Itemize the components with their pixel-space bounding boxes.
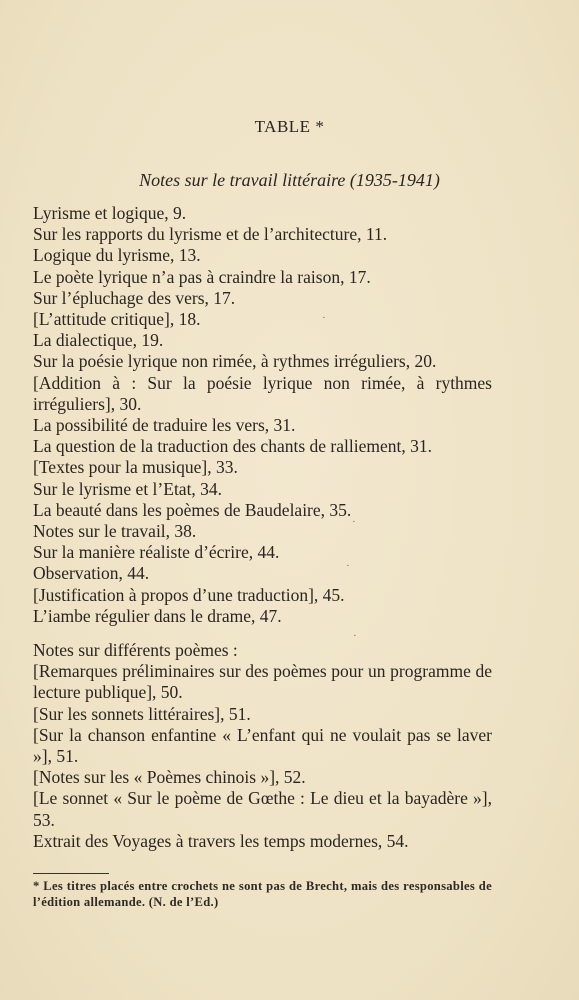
paper-speck: · bbox=[353, 630, 357, 642]
toc-entry: [Sur les sonnets littéraires], 51. bbox=[33, 703, 251, 724]
footnote: * Les titres placés entre crochets ne sont pas de Brecht, mais des responsables de l’édition allemande. (N. de l’Ed.) bbox=[33, 879, 492, 909]
toc-entry: Sur le lyrisme et l’Etat, 34. bbox=[33, 478, 223, 499]
toc-entry: La possibilité de traduire les vers, 31. bbox=[33, 415, 296, 436]
toc-entry: Sur l’épluchage des vers, 17. bbox=[33, 287, 236, 308]
toc-entry: [Justification à propos d’une traduction], 45. bbox=[33, 584, 345, 605]
paper-speck: · bbox=[322, 312, 326, 324]
page-title: TABLE * bbox=[254, 117, 325, 136]
section-title: Notes sur le travail littéraire (1935-1941) bbox=[139, 170, 440, 190]
toc-entry: La question de la traduction des chants de ralliement, 31. bbox=[33, 436, 432, 457]
toc-entry: Sur la manière réaliste d’écrire, 44. bbox=[33, 542, 280, 563]
toc-entry: L’iambe régulier dans le drame, 47. bbox=[33, 605, 282, 626]
toc-entry: Observation, 44. bbox=[33, 563, 150, 584]
footnote-rule bbox=[33, 873, 109, 874]
toc-entry: [Notes sur les « Poèmes chinois »], 52. bbox=[33, 767, 306, 788]
toc-entry: [Addition à : Sur la poésie lyrique non rimée, à rythmes irréguliers], 30. bbox=[33, 372, 492, 414]
toc-entry: La beauté dans les poèmes de Baudelaire, 35. bbox=[33, 499, 352, 520]
toc-entry: Sur la poésie lyrique non rimée, à rythmes irréguliers, 20. bbox=[33, 351, 437, 372]
toc-list bbox=[33, 203, 492, 627]
toc-entry: Extrait des Voyages à travers les temps modernes, 54. bbox=[33, 830, 409, 851]
toc-entry: Lyrisme et logique, 9. bbox=[33, 203, 187, 223]
toc-entry: Notes sur le travail, 38. bbox=[33, 521, 197, 542]
toc-entry: [L’attitude critique], 18. bbox=[33, 309, 201, 330]
paper-speck: · bbox=[352, 516, 356, 528]
toc-list-poems bbox=[33, 640, 492, 852]
toc-entry: Notes sur différents poèmes : bbox=[33, 640, 238, 660]
toc-entry: [Le sonnet « Sur le poème de Gœthe : Le dieu et la bayadère »], 53. bbox=[33, 788, 492, 830]
toc-entry: Sur les rapports du lyrisme et de l’architecture, 11. bbox=[33, 224, 388, 245]
paper-speck: · bbox=[346, 560, 350, 572]
toc-entry: La dialectique, 19. bbox=[33, 330, 164, 351]
toc-entry: [Remarques préliminaires sur des poèmes pour un programme de lecture publique], 50. bbox=[33, 661, 492, 703]
toc-entry: [Textes pour la musique], 33. bbox=[33, 457, 238, 478]
toc-entry: Le poète lyrique n’a pas à craindre la raison, 17. bbox=[33, 266, 371, 287]
toc-entry: Logique du lyrisme, 13. bbox=[33, 245, 201, 266]
toc-entry: [Sur la chanson enfantine « L’enfant qui ne voulait pas se laver »], 51. bbox=[33, 724, 492, 767]
